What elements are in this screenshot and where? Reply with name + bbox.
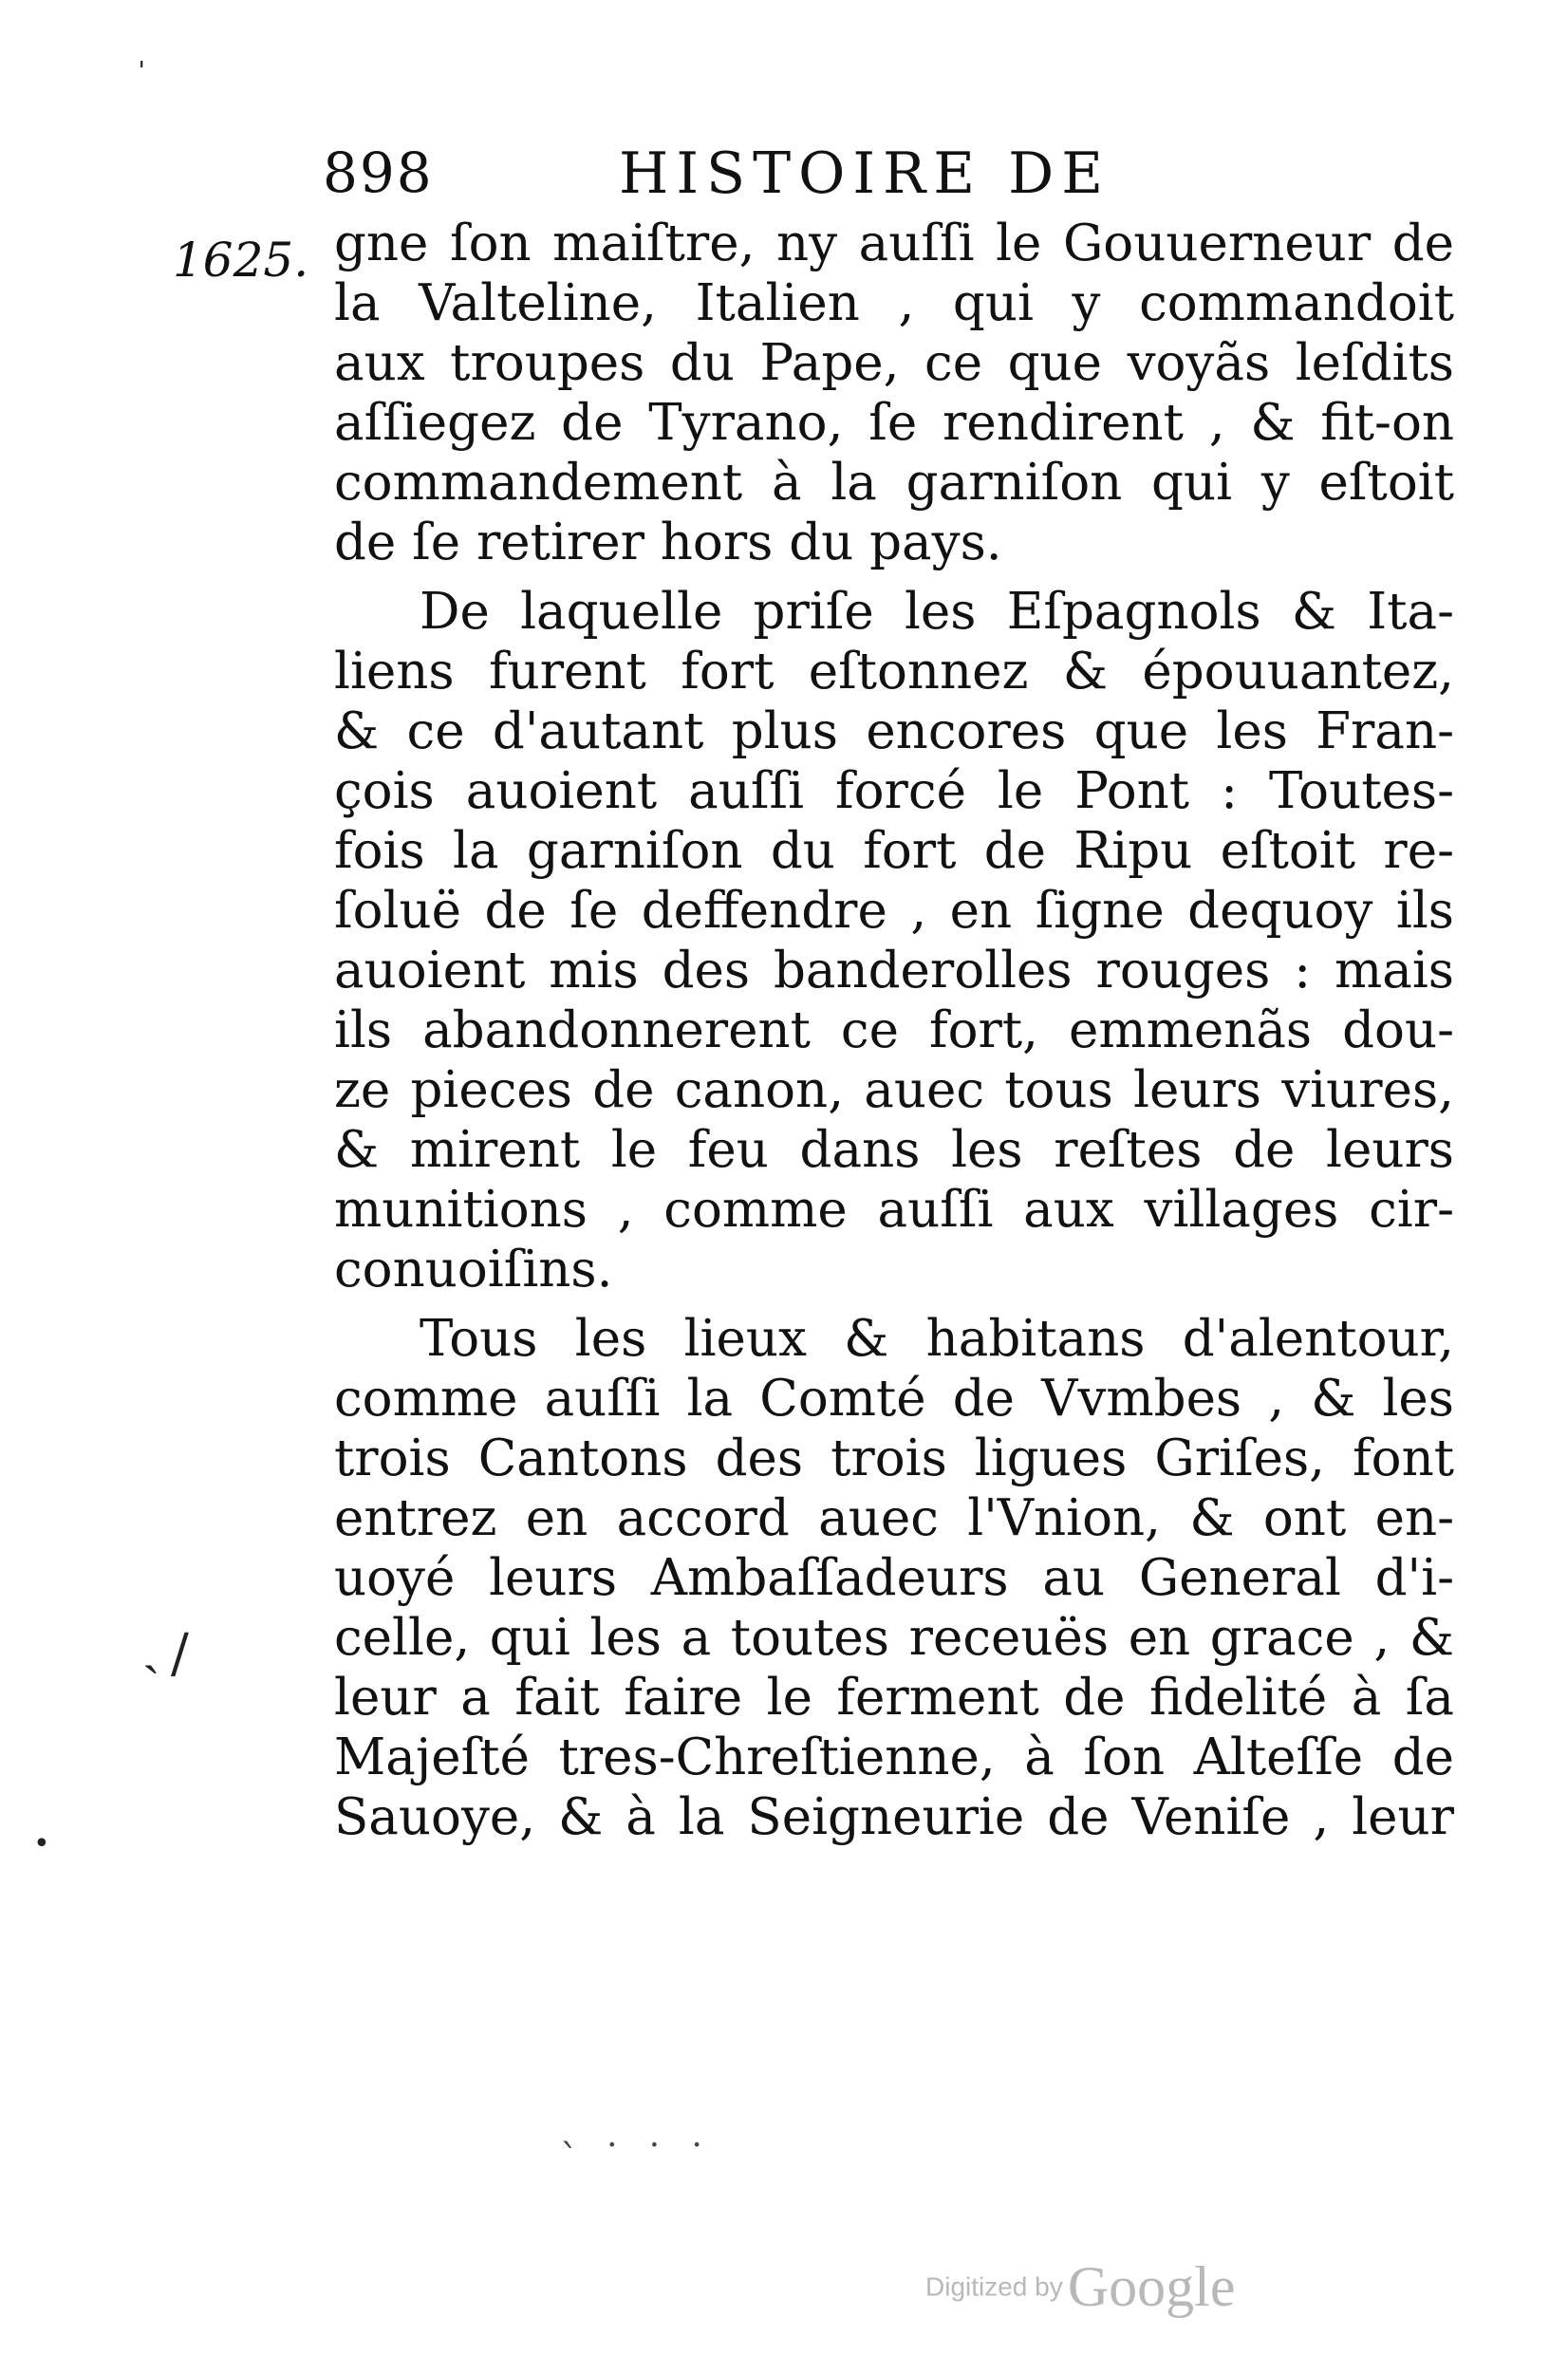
text-line: aſſiegez de Tyrano, ſe rendirent , & fit-on	[334, 394, 1454, 452]
margin-year-note: 1625.	[173, 233, 309, 288]
page-header	[306, 140, 1274, 216]
text-line: çois auoient auſſi forcé le Pont : Toutes-	[334, 762, 1454, 820]
text-line: celle, qui les a toutes receuës en grace , &	[334, 1609, 1454, 1667]
text-line: uoyé leurs Ambaſſadeurs au General d'i-	[334, 1549, 1454, 1607]
text-line: conuoiſins.	[334, 1241, 613, 1299]
running-title: HISTOIRE DE	[619, 140, 1111, 207]
text-line: auoient mis des banderolles rouges : mais	[334, 942, 1454, 1000]
paragraph-gap	[334, 1299, 1454, 1309]
watermark-brand: Google	[1067, 2255, 1236, 2318]
paragraph-1	[334, 214, 1454, 572]
text-line: liens furent fort eſtonnez & épouuantez,	[334, 643, 1454, 701]
paragraph-2	[334, 582, 1454, 1299]
text-line: Tous les lieux & habitans d'alentour,	[420, 1310, 1454, 1368]
text-line: trois Cantons des trois ligues Griſes, font	[334, 1429, 1454, 1487]
ink-stroke-icon: /	[171, 1623, 189, 1685]
text-line: ſoluë de ſe deffendre , en ſigne dequoy ils	[334, 882, 1454, 940]
text-line: De laquelle priſe les Eſpagnols & Ita-	[420, 583, 1454, 641]
text-line: commandement à la garniſon qui y eſtoit	[334, 454, 1454, 512]
paragraph-gap	[334, 572, 1454, 582]
footer-ink-marks-icon: ˋ ˙ ˙ ˙	[560, 2138, 713, 2181]
text-line: munitions , comme auſſi aux villages cir-	[334, 1181, 1454, 1239]
text-line: Sauoye, & à la Seigneurie de Veniſe , leur	[334, 1788, 1454, 1846]
text-line: ze pieces de canon, auec tous leurs viures,	[334, 1061, 1454, 1119]
text-line: comme auſſi la Comté de Vvmbes , & les	[334, 1370, 1454, 1428]
paragraph-3	[334, 1309, 1454, 1847]
text-line: leur a fait faire le ferment de fidelité à ſa	[334, 1669, 1454, 1727]
watermark-prefix: Digitized by	[925, 2271, 1063, 2302]
text-line: entrez en accord auec l'Vnion, & ont en-	[334, 1489, 1454, 1547]
ink-mark-icon: ˏ	[142, 1614, 160, 1675]
ink-dot-icon: •	[33, 1827, 50, 1860]
text-line: fois la garniſon du fort de Ripu eſtoit re-	[334, 822, 1454, 880]
text-line: de ſe retirer hors du pays.	[334, 514, 1002, 571]
text-line: & ce d'autant plus encores que les Fran-	[334, 702, 1454, 760]
text-line: Majeſté tres-Chreſtienne, à ſon Alteſſe de	[334, 1728, 1454, 1786]
text-line: aux troupes du Pape, ce que voyãs leſdits	[334, 334, 1454, 392]
ink-tick-icon: ˈ	[138, 57, 146, 90]
text-line: & mirent le feu dans les reſtes de leurs	[334, 1121, 1454, 1179]
digitization-watermark	[925, 2254, 1235, 2320]
text-line: ils abandonnerent ce fort, emmenãs dou-	[334, 1001, 1454, 1059]
page-number: 898	[323, 140, 434, 205]
text-line: la Valteline, Italien , qui y commandoit	[334, 274, 1454, 332]
body-text	[334, 214, 1454, 1847]
text-line: gne ſon maiſtre, ny auſſi le Gouuerneur de	[334, 215, 1454, 272]
